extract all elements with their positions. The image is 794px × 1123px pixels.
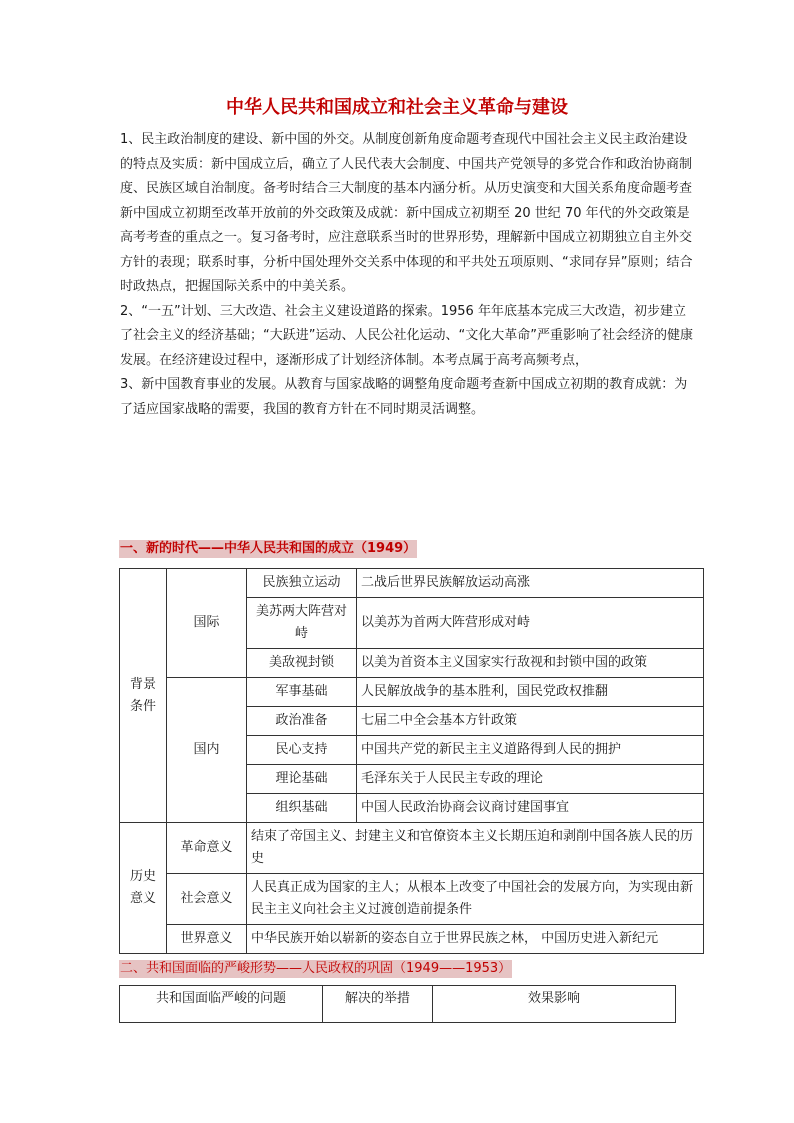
factor-cell: 理论基础 xyxy=(247,765,357,794)
factor-cell: 军事基础 xyxy=(247,678,357,707)
content-cell: 毛泽东关于人民民主专政的理论 xyxy=(357,765,704,794)
factor-cell: 美敌视封锁 xyxy=(247,649,357,678)
table-header-row xyxy=(120,986,676,1023)
content-cell: 结束了帝国主义、封建主义和官僚资本主义长期压迫和剥削中国各族人民的历史 xyxy=(247,823,704,874)
column-header: 效果影响 xyxy=(433,986,676,1023)
factor-cell: 政治准备 xyxy=(247,707,357,736)
table-row xyxy=(120,823,704,874)
factor-cell: 民族独立运动 xyxy=(247,569,357,598)
domestic-label: 国内 xyxy=(167,678,247,823)
aspect-cell: 世界意义 xyxy=(167,925,247,954)
consolidation-table xyxy=(119,985,676,1023)
intro-paragraph-2: 2、“一五”计划、三大改造、社会主义建设道路的探索。1956 年年底基本完成三大改造，初步建立了社会主义的经济基础；“大跃进”运动、人民公社化运动、“文化大革命”严重影响了社会经济的健康发展。在经济建设过程中，逐渐形成了计划经济体制。本考点属于高考高频考点， xyxy=(120,303,693,368)
intro-paragraph-3: 3、新中国教育事业的发展。从教育与国家战略的调整角度命题考查新中国成立初期的教育成就：为了适应国家战略的需要，我国的教育方针在不同时期灵活调整。 xyxy=(120,377,688,417)
intro-paragraph-1: 1、民主政治制度的建设、新中国的外交。从制度创新角度命题考查现代中国社会主义民主政治建设的特点及实质：新中国成立后，确立了人民代表大会制度、中国共产党领导的多党合作和政治协商制度、民族区域自治制度。备考时结合三大制度的基本内涵分析。从历史演变和大国关系角度命题考查新中国成立初期至改革开放前的外交政策及成就：新中国成立初期至 20 世纪 70 年代的外交政策是高考考查的重点之一。复习备考时，应注意联系当时的世界形势，理解新中国成立初期独立自主外交方针的表现；联系时事，分析中国处理外交关系中体现的和平共处五项原则、“求同存异”原则；结合时政热点，把握国际关系中的中美关系。 xyxy=(120,132,693,294)
content-cell: 七届二中全会基本方针政策 xyxy=(357,707,704,736)
content-cell: 中国共产党的新民主主义道路得到人民的拥护 xyxy=(357,736,704,765)
factor-cell: 组织基础 xyxy=(247,794,357,823)
content-cell: 人民解放战争的基本胜利，国民党政权推翻 xyxy=(357,678,704,707)
table-row xyxy=(120,874,704,925)
section-1-heading: 一、新的时代——中华人民共和国的成立（1949） xyxy=(120,541,417,556)
factor-cell: 美苏两大阵营对峙 xyxy=(247,598,357,649)
table-row xyxy=(120,569,704,598)
section-2-heading: 二、共和国面临的严峻形势——人民政权的巩固（1949——1953） xyxy=(120,961,512,976)
column-header: 解决的举措 xyxy=(323,986,433,1023)
content-cell: 中国人民政治协商会议商讨建国事宜 xyxy=(357,794,704,823)
content-cell: 以美苏为首两大阵营形成对峙 xyxy=(357,598,704,649)
aspect-cell: 革命意义 xyxy=(167,823,247,874)
content-cell: 人民真正成为国家的主人；从根本上改变了中国社会的发展方向，为实现由新民主主义向社会主义过渡创造前提条件 xyxy=(247,874,704,925)
founding-table xyxy=(119,568,704,954)
background-label: 背景条件 xyxy=(120,569,167,823)
table-row xyxy=(120,678,704,707)
content-cell: 中华民族开始以崭新的姿态自立于世界民族之林， 中国历史进入新纪元 xyxy=(247,925,704,954)
aspect-cell: 社会意义 xyxy=(167,874,247,925)
column-header: 共和国面临严峻的问题 xyxy=(120,986,323,1023)
intro-text xyxy=(120,128,695,422)
content-cell: 以美为首资本主义国家实行敌视和封锁中国的政策 xyxy=(357,649,704,678)
content-cell: 二战后世界民族解放运动高涨 xyxy=(357,569,704,598)
international-label: 国际 xyxy=(167,569,247,678)
significance-label: 历史意义 xyxy=(120,823,167,954)
page-title: 中华人民共和国成立和社会主义革命与建设 xyxy=(226,97,568,118)
factor-cell: 民心支持 xyxy=(247,736,357,765)
table-row xyxy=(120,925,704,954)
